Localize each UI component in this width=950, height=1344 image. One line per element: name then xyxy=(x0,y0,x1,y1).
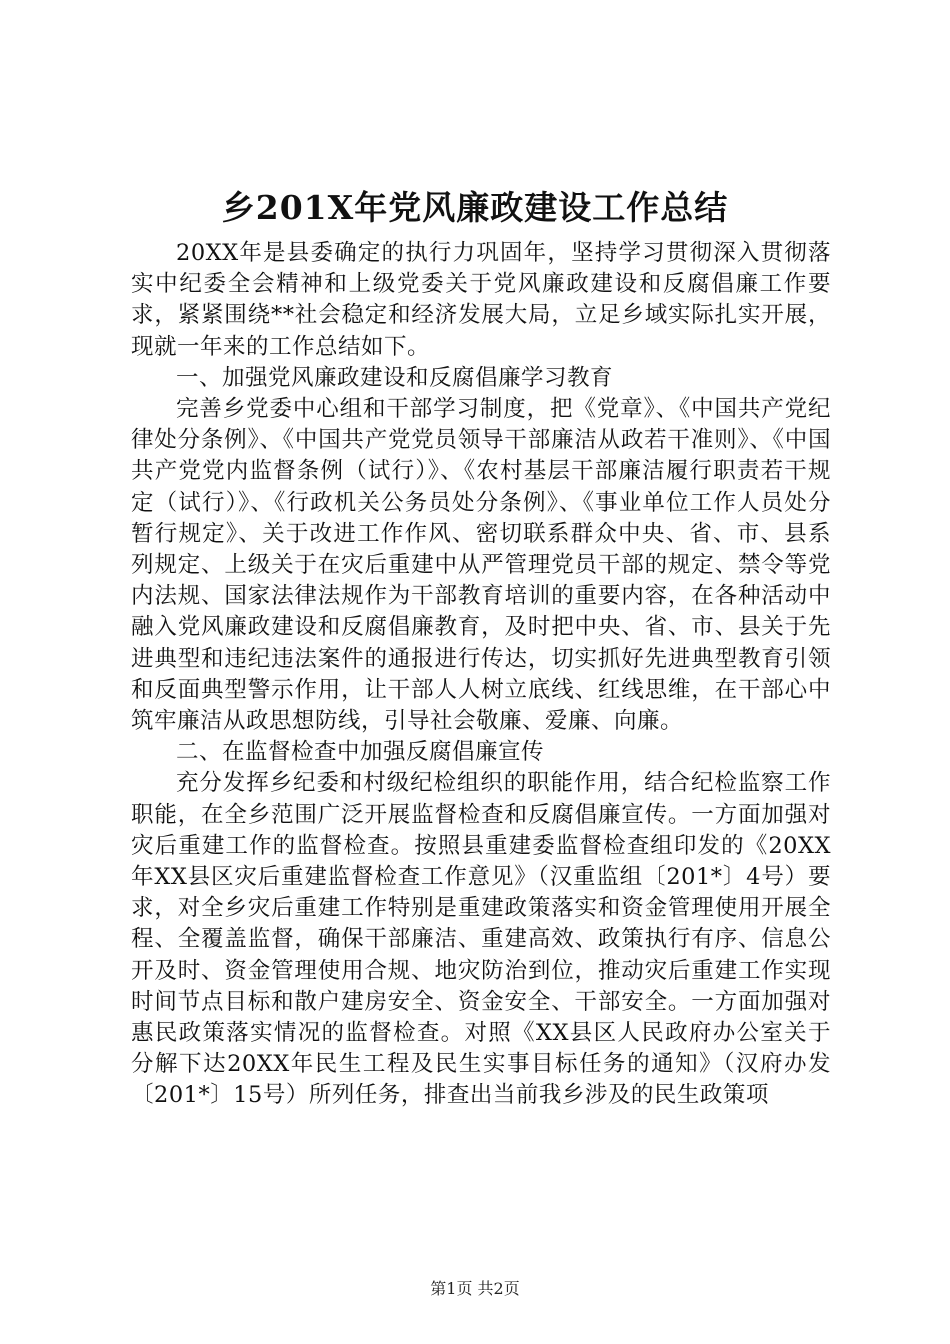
section-heading-2: 二、在监督检查中加强反腐倡廉宣传 xyxy=(176,739,545,766)
document-body xyxy=(131,238,831,1112)
document-title: 乡201X年党风廉政建设工作总结 xyxy=(221,188,729,227)
section-2-paragraph: 充分发挥乡纪委和村级纪检组织的职能作用，结合纪检监察工作职能，在全乡范围广泛开展监督检查和反腐倡廉宣传。一方面加强对灾后重建工作的监督检查。按照县重建委监督检查组印发的《20XX年XX县区灾后重建监督检查工作意见》（汉重监组〔201*〕4号）要求，对全乡灾后重建工作特别是重建政策落实和资金管理使用开展全程、全覆盖监督，确保干部廉洁、重建高效、政策执行有序、信息公开及时、资金管理使用合规、地灾防治到位，推动灾后重建工作实现时间节点目标和散户建房安全、资金安全、干部安全。一方面加强对惠民政策落实情况的监督检查。对照《XX县区人民政府办公室关于分解下达20XX年民生工程及民生实事目标任务的通知》（汉府办发〔201*〕15号）所列任务，排查出当前我乡涉及的民生政策项 xyxy=(131,770,831,1109)
intro-paragraph: 20XX年是县委确定的执行力巩固年，坚持学习贯彻深入贯彻落实中纪委全会精神和上级党委关于党风廉政建设和反腐倡廉工作要求，紧紧围绕**社会稳定和经济发展大局，立足乡域实际扎实开展，现就一年来的工作总结如下。 xyxy=(131,240,831,360)
section-1-paragraph: 完善乡党委中心组和干部学习制度，把《党章》、《中国共产党纪律处分条例》、《中国共产党党员领导干部廉洁从政若干准则》、《中国共产党党内监督条例（试行）》、《农村基层干部廉洁履行职责若干规定（试行）》、《行政机关公务员处分条例》、《事业单位工作人员处分暂行规定》、关于改进工作作风、密切联系群众中央、省、市、县系列规定、上级关于在灾后重建中从严管理党员干部的规定、禁令等党内法规、国家法律法规作为干部教育培训的重要内容，在各种活动中融入党风廉政建设和反腐倡廉教育，及时把中央、省、市、县关于先进典型和违纪违法案件的通报进行传达，切实抓好先进典型教育引领和反面典型警示作用，让干部人人树立底线、红线思维，在干部心中筑牢廉洁从政思想防线，引导社会敬廉、爱廉、向廉。 xyxy=(131,396,831,735)
page-number-footer: 第1页 共2页 xyxy=(430,1279,520,1298)
section-heading-1: 一、加强党风廉政建设和反腐倡廉学习教育 xyxy=(176,364,614,391)
